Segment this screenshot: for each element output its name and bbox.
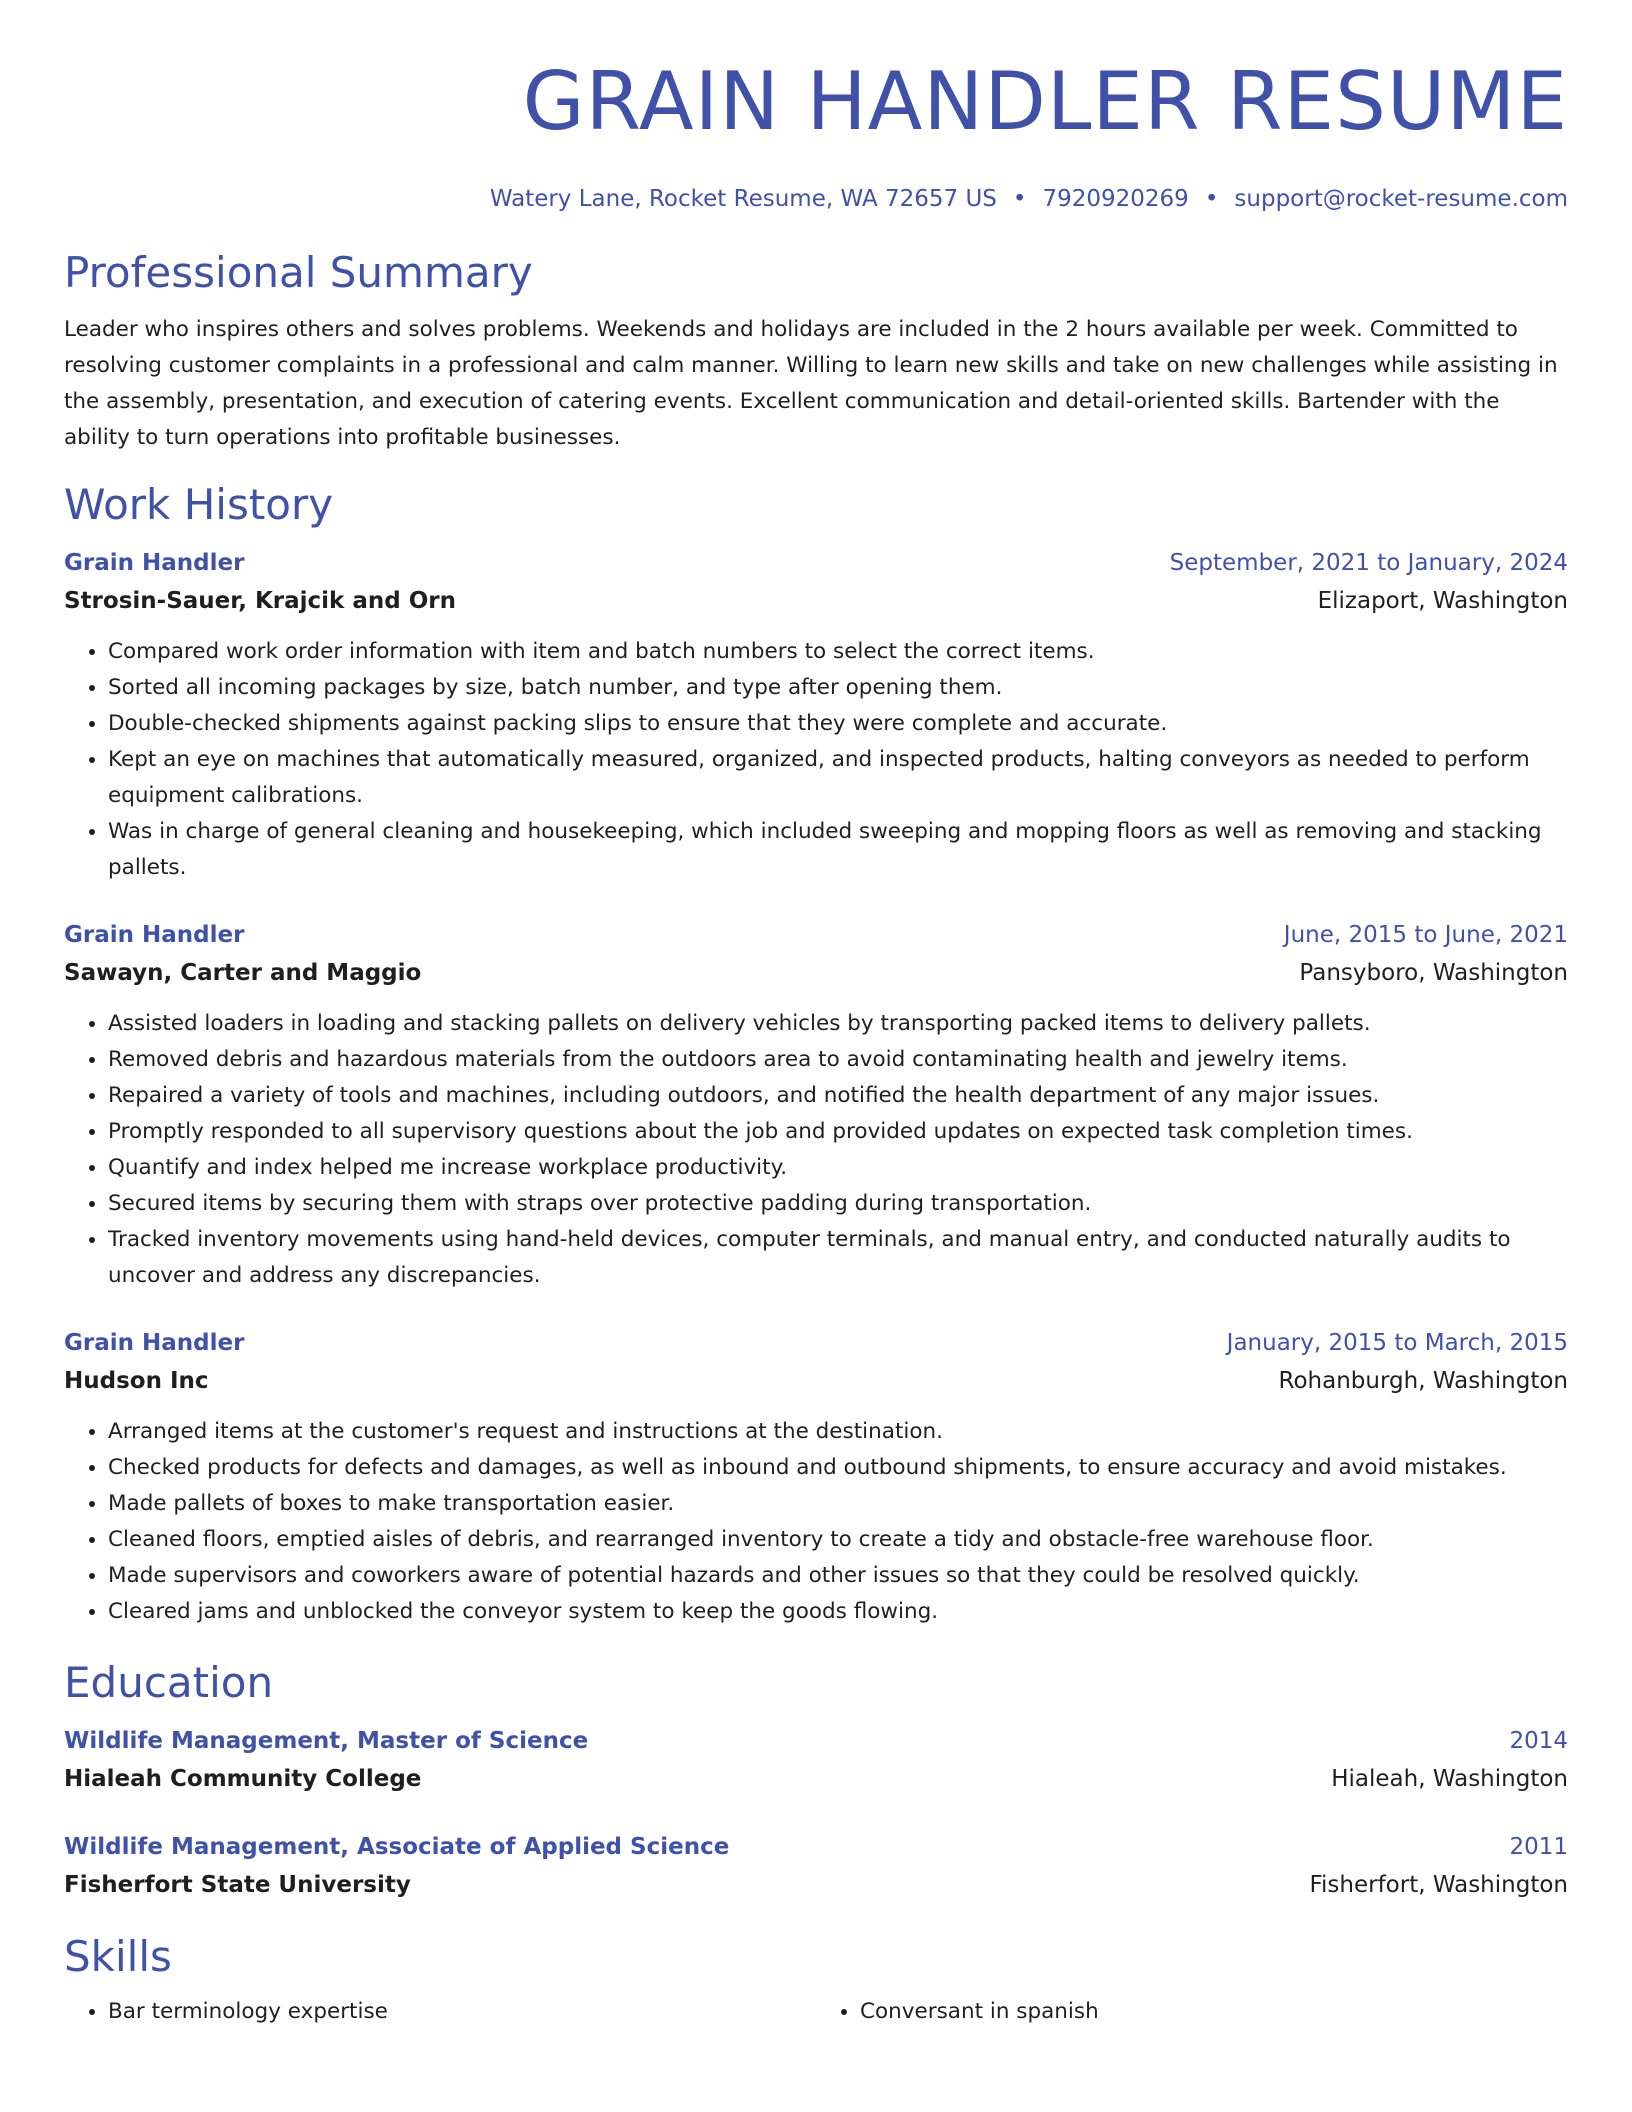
work-history-heading: Work History	[64, 480, 334, 529]
skill-item: • Conversant in spanish	[860, 1994, 1568, 2030]
skills-grid	[64, 1994, 1568, 2030]
education-entry	[64, 1828, 1568, 1904]
education-degree: Wildlife Management, Master of Science	[64, 1728, 589, 1754]
job-title: Grain Handler	[64, 1330, 245, 1356]
contact-separator: •	[1204, 186, 1219, 212]
job-title: Grain Handler	[64, 550, 245, 576]
education-section	[64, 1656, 1568, 1904]
education-entry	[64, 1722, 1568, 1798]
list-item: • Was in charge of general cleaning and housekeeping, which included sweeping and mopping floors as well as removing and stacking pallets.	[108, 814, 1568, 886]
education-location: Hialeah, Washington	[1331, 1766, 1568, 1792]
job-title: Grain Handler	[64, 922, 245, 948]
list-item: • Quantify and index helped me increase workplace productivity.	[108, 1150, 1568, 1186]
summary-text: Leader who inspires others and solves problems. Weekends and holidays are included in the 2 hours available per week. Committed to resolving customer complaints in a professional and calm manner. Willing to learn new skills and take on new challenges while assisting in the assembly, presentation, and execution of catering events. Excellent communication and detail-oriented skills. Bartender with the ability to turn operations into profitable businesses.	[64, 317, 1558, 450]
list-item: • Double-checked shipments against packing slips to ensure that they were complete and accurate.	[108, 706, 1568, 742]
contact-line	[64, 182, 1568, 216]
list-item: • Cleared jams and unblocked the conveyor system to keep the goods flowing.	[108, 1594, 1568, 1630]
list-item: • Kept an eye on machines that automatically measured, organized, and inspected products, halting conveyors as needed to perform equipment calibrations.	[108, 742, 1568, 814]
job-bullets	[64, 634, 1568, 886]
list-item: • Assisted loaders in loading and stacking pallets on delivery vehicles by transporting packed items to delivery pallets.	[108, 1006, 1568, 1042]
job-bullets	[64, 1006, 1568, 1294]
list-item: • Made supervisors and coworkers aware of potential hazards and other issues so that they could be resolved quickly.	[108, 1558, 1568, 1594]
education-location: Fisherfort, Washington	[1309, 1872, 1568, 1898]
education-year: 2014	[1509, 1728, 1568, 1754]
list-item: • Made pallets of boxes to make transportation easier.	[108, 1486, 1568, 1522]
contact-email[interactable]: support@rocket-resume.com	[1234, 186, 1568, 212]
education-school: Hialeah Community College	[64, 1766, 422, 1792]
job-entry	[64, 1324, 1568, 1630]
job-location: Elizaport, Washington	[1317, 588, 1568, 614]
job-entry	[64, 916, 1568, 1294]
job-bullets	[64, 1414, 1568, 1630]
job-company: Hudson Inc	[64, 1368, 209, 1394]
resume-title: GRAIN HANDLER RESUME	[522, 55, 1568, 148]
job-entry	[64, 544, 1568, 886]
contact-address: Watery Lane, Rocket Resume, WA 72657 US	[489, 186, 997, 212]
list-item: • Repaired a variety of tools and machines, including outdoors, and notified the health department of any major issues.	[108, 1078, 1568, 1114]
skills-heading: Skills	[64, 1932, 172, 1981]
education-school: Fisherfort State University	[64, 1872, 411, 1898]
skill-item: • Bar terminology expertise	[108, 1994, 816, 2030]
job-dates: September, 2021 to January, 2024	[1169, 550, 1568, 576]
summary-heading: Professional Summary	[64, 248, 533, 297]
list-item: • Cleaned floors, emptied aisles of debris, and rearranged inventory to create a tidy and obstacle-free warehouse floor.	[108, 1522, 1568, 1558]
education-year: 2011	[1509, 1834, 1568, 1860]
education-degree: Wildlife Management, Associate of Applied Science	[64, 1834, 730, 1860]
contact-phone: 7920920269	[1042, 186, 1189, 212]
job-location: Pansyboro, Washington	[1299, 960, 1568, 986]
job-dates: June, 2015 to June, 2021	[1283, 922, 1568, 948]
job-dates: January, 2015 to March, 2015	[1226, 1330, 1568, 1356]
list-item: • Sorted all incoming packages by size, batch number, and type after opening them.	[108, 670, 1568, 706]
contact-separator: •	[1012, 186, 1027, 212]
job-location: Rohanburgh, Washington	[1278, 1368, 1568, 1394]
summary-section	[64, 246, 1568, 456]
list-item: • Compared work order information with item and batch numbers to select the correct items.	[108, 634, 1568, 670]
list-item: • Promptly responded to all supervisory questions about the job and provided updates on expected task completion times.	[108, 1114, 1568, 1150]
job-company: Sawayn, Carter and Maggio	[64, 960, 422, 986]
list-item: • Secured items by securing them with straps over protective padding during transportation.	[108, 1186, 1568, 1222]
list-item: • Checked products for defects and damages, as well as inbound and outbound shipments, to ensure accuracy and avoid mistakes.	[108, 1450, 1568, 1486]
list-item: • Arranged items at the customer's request and instructions at the destination.	[108, 1414, 1568, 1450]
skills-list-left	[64, 1994, 816, 2030]
skills-list-right	[816, 1994, 1568, 2030]
job-company: Strosin-Sauer, Krajcik and Orn	[64, 588, 456, 614]
work-history-section	[64, 478, 1568, 1630]
skills-section	[64, 1930, 1568, 2030]
education-heading: Education	[64, 1658, 274, 1707]
list-item: • Removed debris and hazardous materials from the outdoors area to avoid contaminating health and jewelry items.	[108, 1042, 1568, 1078]
list-item: • Tracked inventory movements using hand-held devices, computer terminals, and manual entry, and conducted naturally audits to uncover and address any discrepancies.	[108, 1222, 1568, 1294]
